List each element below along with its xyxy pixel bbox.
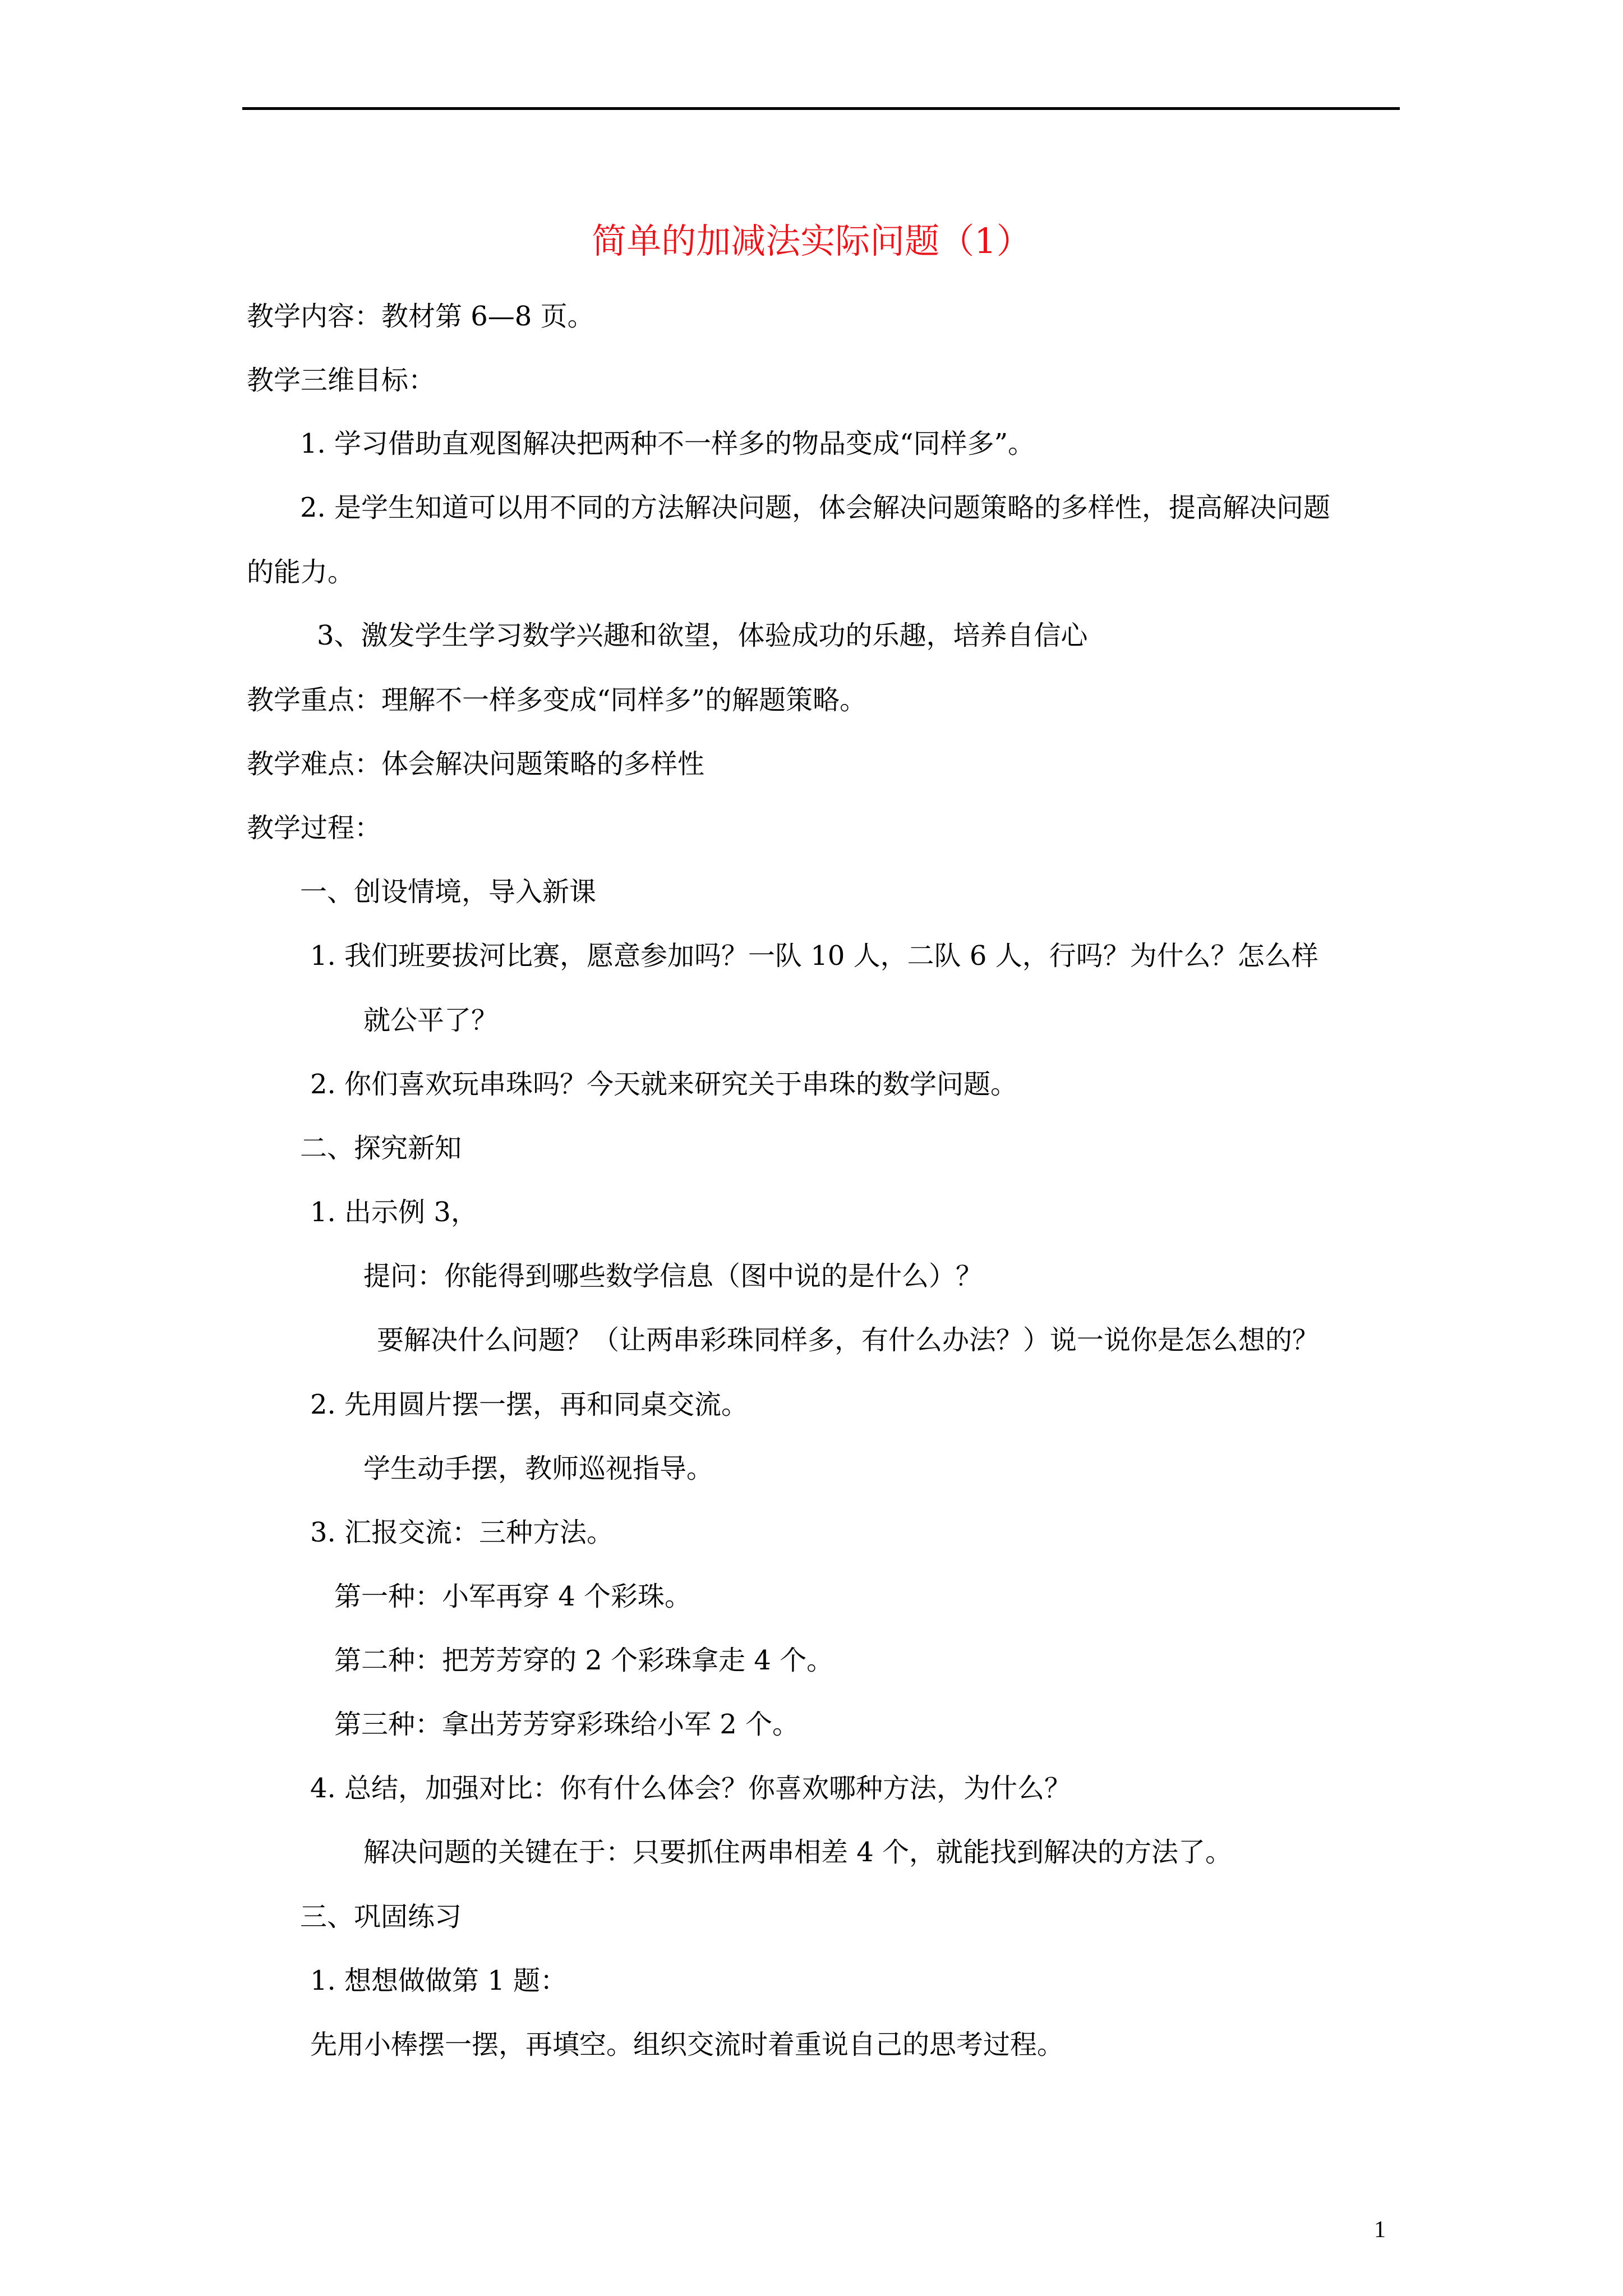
text-line: 二、探究新知 — [300, 1133, 462, 1164]
text-line: 第二种：把芳芳穿的 2 个彩珠拿走 4 个。 — [334, 1645, 834, 1676]
text-line: 2. 是学生知道可以用不同的方法解决问题，体会解决问题策略的多样性，提高解决问题 — [300, 492, 1331, 523]
page-number: 1 — [1374, 2217, 1386, 2243]
text-line: 2. 先用圆片摆一摆，再和同桌交流。 — [310, 1389, 749, 1420]
text-line: 1. 我们班要拔河比赛，愿意参加吗？一队 10 人，二队 6 人，行吗？为什么？怎么样 — [310, 940, 1318, 972]
document-title: 简单的加减法实际问题（1） — [592, 220, 1031, 261]
text-line: 要解决什么问题？（让两串彩珠同样多，有什么办法？）说一说你是怎么想的？ — [377, 1324, 1320, 1356]
text-line: 一、创设情境，导入新课 — [300, 876, 597, 908]
text-line: 1. 出示例 3， — [310, 1197, 478, 1228]
text-line: 第三种：拿出芳芳穿彩珠给小军 2 个。 — [334, 1709, 800, 1740]
text-line: 3、激发学生学习数学兴趣和欲望，体验成功的乐趣，培养自信心 — [317, 620, 1088, 651]
text-line: 4. 总结，加强对比：你有什么体会？你喜欢哪种方法，为什么？ — [310, 1773, 1072, 1804]
text-line: 先用小棒摆一摆，再填空。组织交流时着重说自己的思考过程。 — [310, 2029, 1064, 2060]
header-rule — [242, 107, 1400, 110]
text-line: 教学重点：理解不一样多变成“同样多”的解题策略。 — [247, 684, 867, 716]
text-line: 1. 想想做做第 1 题： — [310, 1965, 568, 1996]
text-line: 提问：你能得到哪些数学信息（图中说的是什么）？ — [363, 1260, 983, 1292]
text-line: 教学三维目标： — [247, 365, 436, 396]
text-line: 2. 你们喜欢玩串珠吗？今天就来研究关于串珠的数学问题。 — [310, 1069, 1018, 1100]
text-line: 3. 汇报交流：三种方法。 — [310, 1517, 614, 1548]
text-line: 解决问题的关键在于：只要抓住两串相差 4 个，就能找到解决的方法了。 — [363, 1837, 1233, 1868]
text-line: 的能力。 — [247, 556, 355, 588]
text-line: 教学难点：体会解决问题策略的多样性 — [247, 748, 705, 780]
text-line: 就公平了？ — [363, 1005, 499, 1036]
text-line: 教学过程： — [247, 812, 382, 844]
text-line: 三、巩固练习 — [300, 1901, 462, 1932]
text-line: 教学内容：教材第 6—8 页。 — [247, 301, 594, 332]
text-line: 第一种：小军再穿 4 个彩珠。 — [334, 1581, 692, 1612]
text-line: 1. 学习借助直观图解决把两种不一样多的物品变成“同样多”。 — [300, 428, 1035, 459]
text-line: 学生动手摆，教师巡视指导。 — [363, 1453, 714, 1484]
